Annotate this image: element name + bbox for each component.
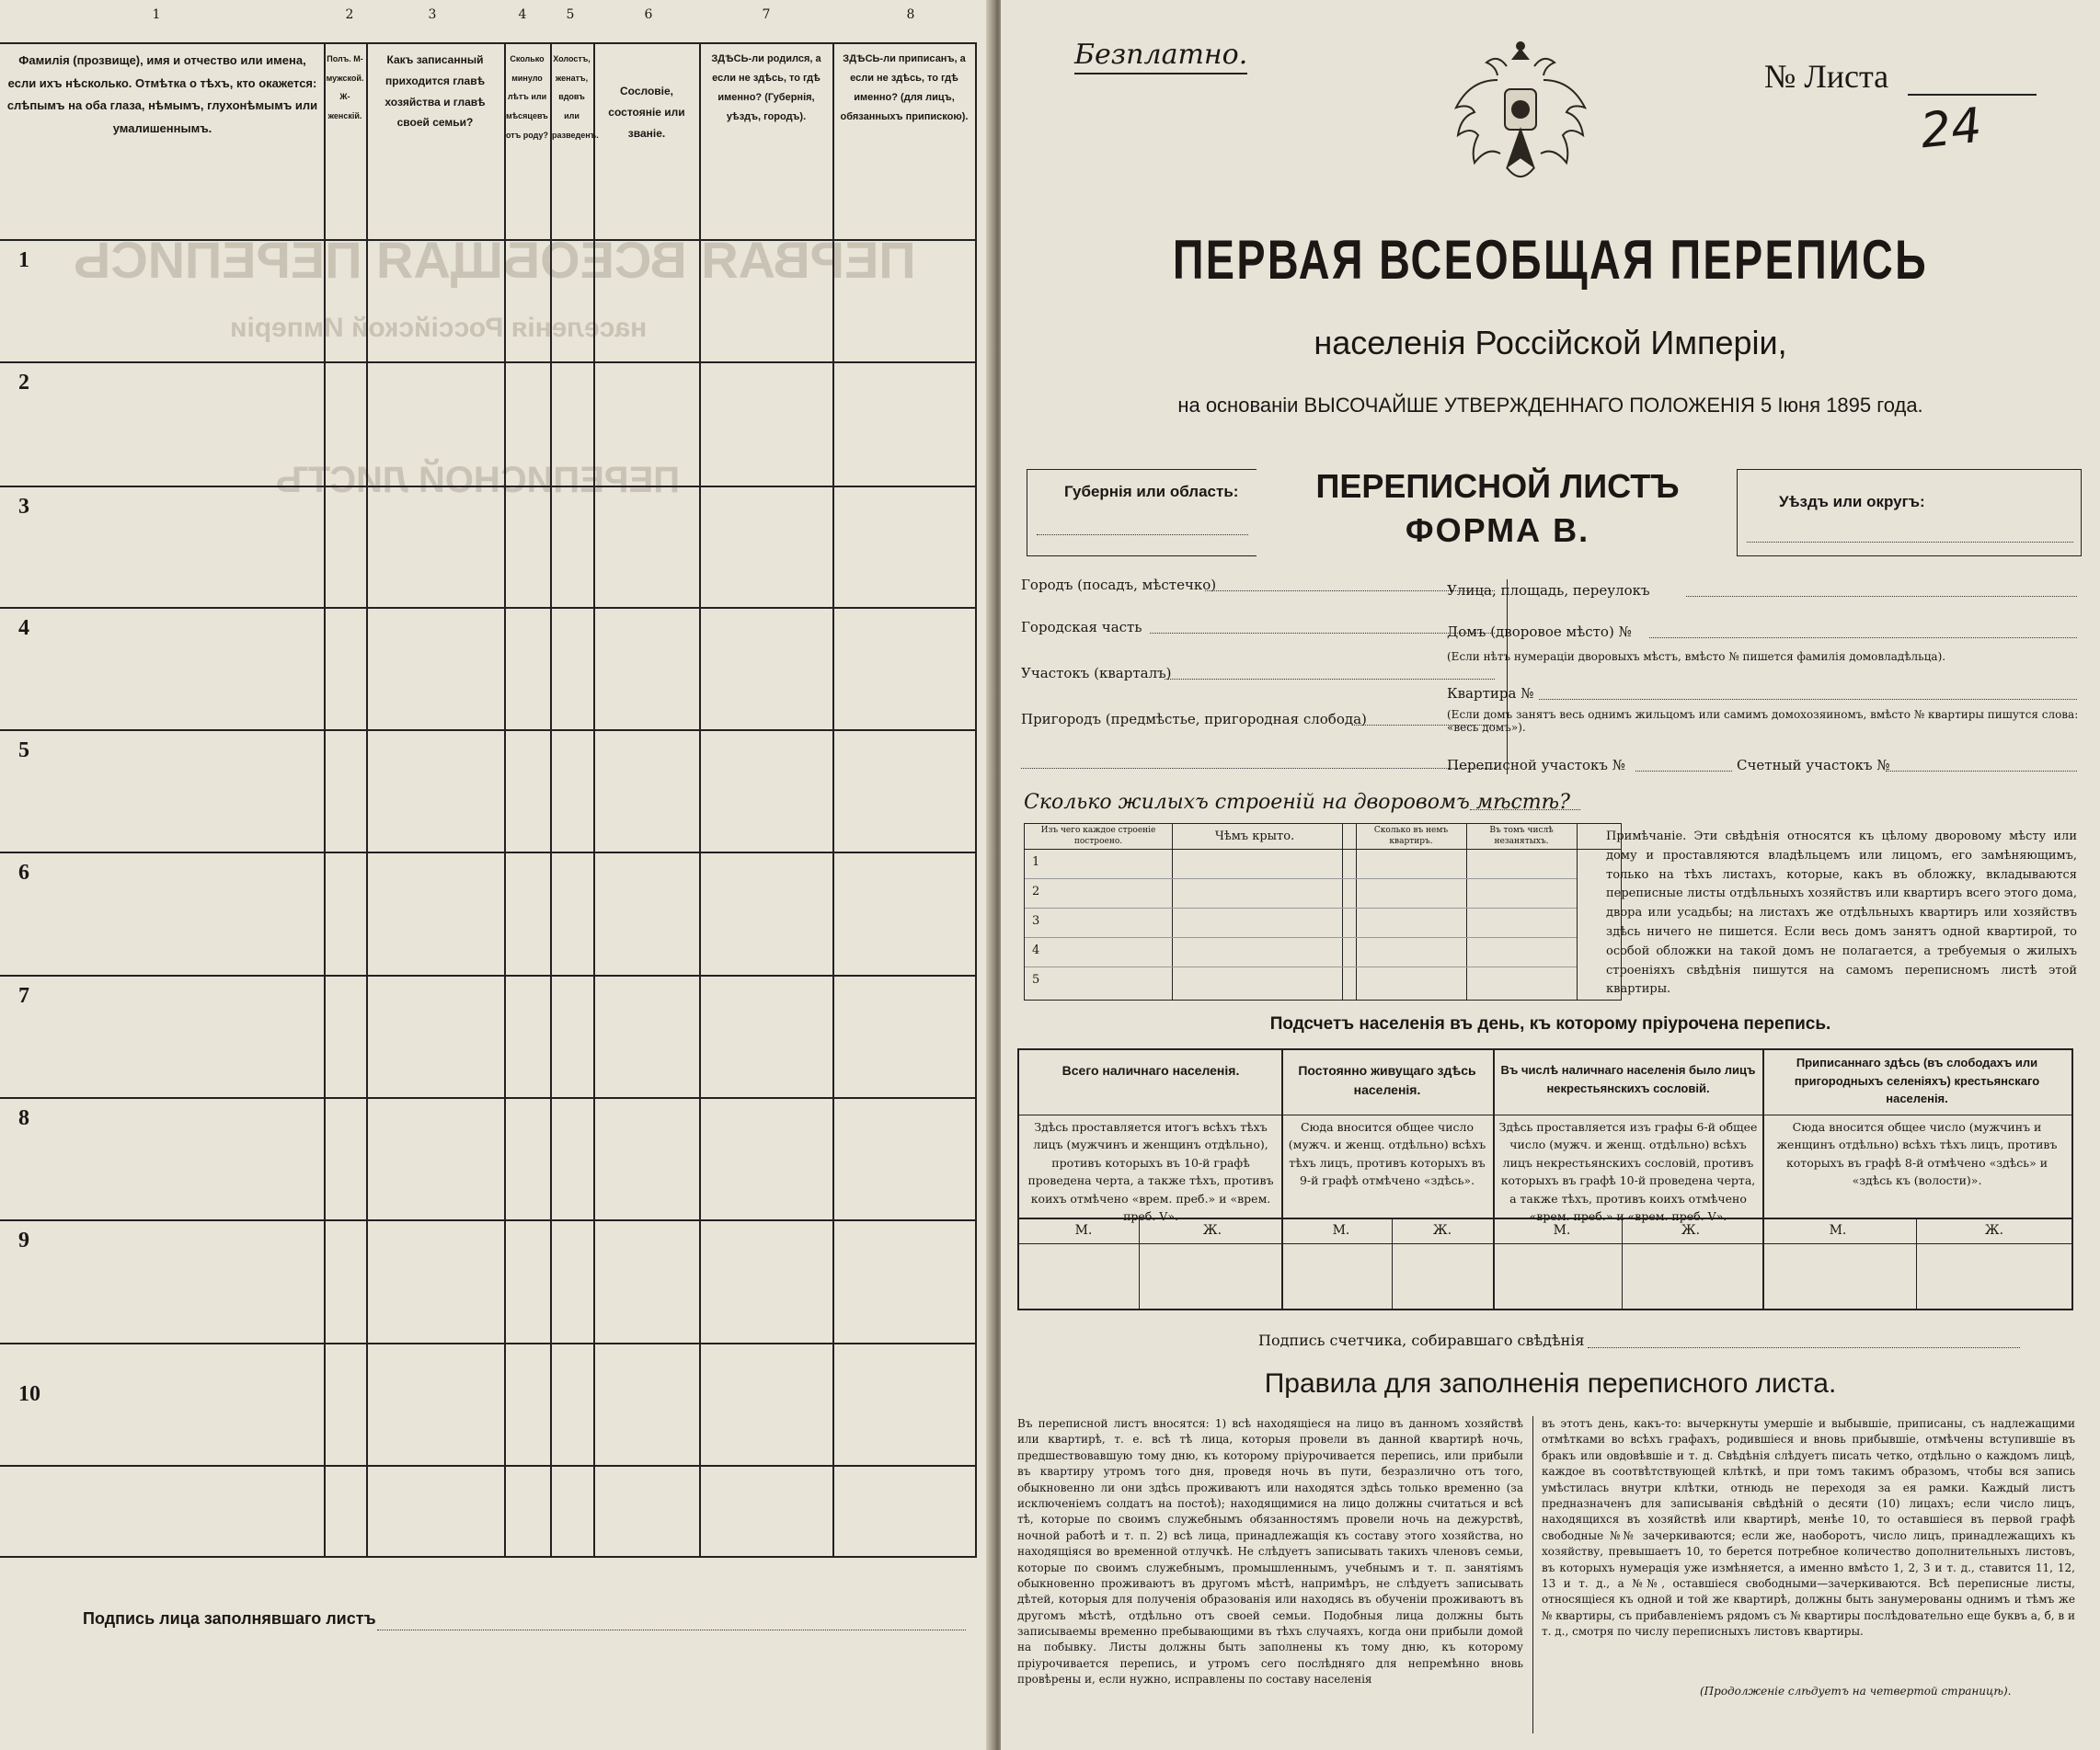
city-label: Городъ (посадъ, мѣстечко): [1021, 577, 1217, 593]
counter-signature-line[interactable]: [1588, 1347, 2020, 1348]
bleed-through-text: ПЕРВАЯ ВСЕОБЩАЯ ПЕРЕПИСЬ: [74, 231, 916, 289]
subtitle: населенія Россійской Имперіи,: [1314, 324, 1787, 361]
row-number: 6: [18, 861, 29, 885]
row-number: 9: [18, 1229, 29, 1252]
count-body-permanent: Сюда вносится общее число (мужч. и женщ. отдѣльно) всѣхъ тѣхъ лицъ, противъ которыхъ въ 9-й графѣ отмѣчено «здѣсь».: [1288, 1120, 1486, 1188]
col-number: 6: [644, 7, 653, 22]
row-number: 3: [18, 495, 29, 519]
col-number: 7: [762, 7, 771, 22]
male-label: М.: [1074, 1223, 1093, 1238]
apartment-label: Квартира №: [1447, 685, 1534, 702]
sheet-number-handwritten[interactable]: 24: [1918, 97, 1985, 160]
apartment-note: (Если домъ занятъ весь однимъ жильцомъ или самимъ домохозяиномъ, вмѣсто № квартиры пишутся слова: «весь домъ»).: [1447, 708, 2079, 734]
city-part-field[interactable]: [1150, 633, 1495, 634]
count-col-peasant: Приписаннаго здѣсь (въ слободахъ или пригородныхъ селеніяхъ) крестьянскаго населенія.: [1794, 1056, 2040, 1105]
bld-row-number: 3: [1032, 914, 1040, 928]
census-district-field[interactable]: [1635, 771, 1732, 772]
male-label: М.: [1829, 1223, 1847, 1238]
bld-col-material: Изъ чего каждое строеніе построено.: [1040, 826, 1156, 846]
row-number: 8: [18, 1106, 29, 1130]
female-label: Ж.: [1681, 1223, 1701, 1238]
count-body-peasant: Сюда вносится общее число (мужчинъ и женщинъ отдѣльно) всѣхъ тѣхъ лицъ, противъ которыхъ въ графѣ 8-й отмѣчено «здѣсь» и «здѣсь къ (волости)».: [1776, 1120, 2058, 1188]
row-number: 4: [18, 616, 29, 640]
header-marital: Холостъ, женатъ, вдовъ или разведенъ.: [552, 54, 599, 140]
bld-row-number: 4: [1032, 944, 1040, 957]
female-label: Ж.: [1202, 1223, 1222, 1238]
count-heading: Подсчетъ населенія въ день, къ которому пріурочена перепись.: [1269, 1014, 1831, 1034]
bld-col-vacant: Въ томъ числѣ незанятыхъ.: [1489, 826, 1554, 846]
count-col-nonpeasant: Въ числѣ наличнаго населенія было лицъ некрестьянскихъ сословій.: [1500, 1063, 1756, 1095]
bld-col-roof: Чѣмъ крыто.: [1214, 829, 1295, 843]
census-district-label: Переписной участокъ №: [1447, 757, 1625, 773]
female-label: Ж.: [1432, 1223, 1452, 1238]
header-birthplace: ЗДѢСЬ-ли родился, а если не здѣсь, то гдѣ именно? (Губернія, уѣздъ, городъ).: [711, 53, 821, 122]
bld-col-apartments: Сколько въ немъ квартиръ.: [1373, 826, 1449, 846]
col-number: 4: [518, 7, 527, 22]
uezd-box[interactable]: [1737, 469, 2082, 556]
header-estate: Сословіе, состояніе или званіе.: [608, 85, 685, 140]
count-district-label: Счетный участокъ №: [1737, 757, 1890, 773]
street-label: Улица, площадь, переулокъ: [1447, 582, 1650, 599]
counter-signature-label: Подпись счетчика, собиравшаго свѣдѣнія: [1258, 1332, 1585, 1349]
main-title: ПЕРВАЯ ВСЕОБЩАЯ ПЕРЕПИСЬ: [1172, 229, 1929, 291]
apartment-field[interactable]: [1539, 699, 2077, 700]
district-field[interactable]: [1165, 679, 1495, 680]
row-number: 10: [18, 1382, 40, 1406]
bld-row-number: 1: [1032, 855, 1040, 869]
buildings-count-field[interactable]: [1470, 809, 1580, 810]
sheet-number-label: № Листа: [1764, 58, 1889, 95]
header-name: Фамилія (прозвище), имя и отчество или имена, если ихъ нѣсколько. Отмѣтка о тѣхъ, кто окажется: слѣпымъ на оба глаза, нѣмымъ, глухонѣмымъ или умалишеннымъ.: [6, 53, 318, 136]
header-age: Сколько минуло лѣтъ или мѣсяцевъ отъ роду?: [506, 54, 548, 140]
signature-label: Подпись лица заполнявшаго листъ: [83, 1609, 376, 1628]
imperial-eagle-icon: [1452, 39, 1589, 204]
bld-row-number: 5: [1032, 973, 1040, 987]
header-registration: ЗДѢСЬ-ли приписанъ, а если не здѣсь, то гдѣ именно? (для лицъ, обязанныхъ припискою).: [840, 53, 969, 122]
house-field[interactable]: [1649, 637, 2077, 638]
free-label: Безплатно.: [1074, 39, 1247, 74]
gubernia-box[interactable]: [1027, 469, 1257, 556]
rules-right-column: въ этотъ день, какъ-то: вычеркнуты умершіе и выбывшіе, приписаны, съ надлежащими отмѣтками во всѣхъ графахъ, родившіеся и вновь прибывшіе, отмѣчены вступившіе въ бракъ или овдовѣвшіе и т. д. Свѣдѣнія слѣдуетъ писать четко, отдѣльно о каждомъ лицѣ, каждое въ соотвѣтствующей клѣткѣ, и при томъ такимъ образомъ, чтобы вся запись умѣстилась внутри клѣтки, отнюдь не переходя за ея рамки. Каждый листъ предназначенъ для записыванія свѣдѣній о десяти (10) лицахъ; если число лицъ, находящихся въ хозяйствѣ или квартирѣ, менѣе 10, то оставшіеся въ первой графѣ свободные №№ зачеркиваются; если же, наоборотъ, число лицъ, принадлежащихъ къ хозяйству, превышаетъ 10, то берется потребное количество дополнительныхъ листовъ, въ которыхъ нумерація уже измѣняется, а именно вмѣсто 1, 2, 3 и т. д., ставится 11, 12, 13 и т. д., а №№, оставшіеся свободными—зачеркиваются. Всѣ переписные листы, относящіеся къ одной и той же квартирѣ, должны быть занумерованы однимъ и тѣмъ же № квартиры, съ прибавленіемъ рядомъ съ № квартиры послѣдовательно еще буквъ а, б, в и т. д., смотря по числу переписныхъ листовъ квартиры.: [1542, 1417, 2075, 1639]
city-part-label: Городская часть: [1021, 619, 1142, 635]
row-number: 7: [18, 984, 29, 1008]
bleed-through-text: населенія Россійской Имперіи: [230, 313, 648, 343]
basis-line: на основаніи ВЫСОЧАЙШЕ УТВЕРЖДЕННАГО ПОЛОЖЕНІЯ 5 Іюня 1895 года.: [1177, 394, 1923, 417]
male-label: М.: [1332, 1223, 1350, 1238]
bleed-through-text: ПЕРЕПИСНОЙ ЛИСТЪ: [276, 460, 680, 500]
count-col-total: Всего наличнаго населенія.: [1061, 1063, 1240, 1078]
buildings-note: Примѣчаніе. Эти свѣдѣнія относятся къ цѣлому дворовому мѣсту или дому и проставляются владѣльцемъ или лицомъ, его замѣняющимъ, только на тѣхъ листахъ, которые, какъ въ обложку, вкладываются переписные листы отдѣльныхъ хозяйствъ или квартиръ всего этого дома, двора или усадьбы; на листахъ же отдѣльныхъ квартиръ или хозяйствъ здѣсь ничего не пишется. Если весь домъ занятъ одной квартирой, то особой обложки на такой домъ не полагается, а требуемыя о жилыхъ строеніяхъ свѣдѣнія пишутся на самомъ переписномъ листѣ этой квартиры.: [1606, 829, 2077, 997]
col-number: 2: [345, 7, 354, 22]
count-table: [1017, 1048, 2073, 1310]
buildings-question: Сколько жилыхъ строеній на дворовомъ мѣстѣ?: [1024, 791, 1570, 814]
uezd-label: Уѣздъ или округъ:: [1779, 493, 1925, 510]
female-label: Ж.: [1984, 1223, 2004, 1238]
rules-heading: Правила для заполненія переписного листа.: [1264, 1368, 1837, 1399]
header-sex: Полъ. М-мужской. Ж-женскій.: [326, 54, 364, 121]
row-number: 1: [18, 248, 29, 272]
right-page: [1001, 0, 2100, 1750]
row-number: 5: [18, 738, 29, 762]
street-field[interactable]: [1686, 596, 2077, 597]
row-number: 2: [18, 371, 29, 395]
gubernia-label: Губернія или область:: [1064, 483, 1239, 500]
count-col-permanent: Постоянно живущаго здѣсь населенія.: [1298, 1063, 1476, 1097]
col-number: 1: [152, 7, 161, 22]
house-label: Домъ (дворовое мѣсто) №: [1447, 623, 1632, 640]
left-page: [0, 0, 992, 1750]
form-title: ПЕРЕПИСНОЙ ЛИСТЪ: [1315, 467, 1680, 505]
bld-row-number: 2: [1032, 885, 1040, 898]
count-body-total: Здѣсь проставляется итогъ всѣхъ тѣхъ лицъ (мужчинъ и женщинъ отдѣльно), противъ которыхъ въ 10-й графѣ проведена черта, а также тѣхъ, противъ коихъ отмѣчено «врем. преб.» и «врем. преб. V».: [1027, 1120, 1274, 1223]
district-label: Участокъ (кварталъ): [1021, 665, 1172, 681]
col-number: 5: [566, 7, 575, 22]
continued-note: (Продолженіе слѣдуетъ на четвертой страницѣ).: [1700, 1685, 2012, 1698]
buildings-table: [1024, 823, 1622, 1001]
rules-left-column: Въ переписной листъ вносятся: 1) всѣ находящіеся на лицо въ данномъ хозяйствѣ или квартирѣ, т. е. всѣ тѣ лица, которыя провели въ данной квартирѣ ночь, предшествовавшую тому дню, къ которому пріурочивается перепись, или прибыли въ квартиру утромъ того дня, проведя ночь въ пути, безразлично отъ того, обыкновенно ли они здѣсь проживаютъ или находятся здѣсь только временно (за исключеніемъ солдатъ на постоѣ); находящимися на лицо должны считаться и всѣ тѣ, которые по своимъ служебнымъ обязанностямъ провели ночь на дежурствѣ, ночной работѣ и т. п. 2) всѣ лица, принадлежащія къ составу этого хозяйства, но находящіяся во временной отлучкѣ. Не слѣдуетъ записывать такихъ членовъ семьи, которые по своимъ служебнымъ, промышленнымъ, учебнымъ и т. п. занятіямъ обыкновенно проживаютъ въ другомъ мѣстѣ, напримѣръ, не слѣдуетъ записывать дѣтей, которыя для полученія образованія или находясь въ обученіи проживаютъ въ другомъ мѣстѣ, отдѣльно отъ своей семьи. Подобныя лица должны быть записываемы временно пребывающими въ тѣхъ случаяхъ, когда они прибыли домой на побывку. Листы должны быть заполнены къ тому дню, къ которому пріурочивается перепись, и утромъ сего послѣдняго для непремѣнно вновь провѣрены и, если нужно, исправлены по составу населенія: [1017, 1417, 1523, 1687]
form-name: ФОРМА В.: [1405, 511, 1590, 549]
col-number: 8: [906, 7, 915, 22]
sheet-number-underline: [1908, 94, 2037, 96]
count-body-nonpeasant: Здѣсь проставляется изъ графы 6-й общее число (мужч. и женщ. отдѣльно) всѣхъ лицъ некрестьянскихъ сословій, противъ которыхъ въ графѣ 10-й проведена черта, а также тѣхъ, противъ коихъ отмѣчено «врем. преб.» и «врем. преб. V».: [1498, 1120, 1758, 1223]
suburb-label: Пригородъ (предмѣстье, пригородная слобода): [1021, 711, 1367, 727]
male-label: М.: [1553, 1223, 1571, 1238]
count-district-field[interactable]: [1886, 771, 2077, 772]
house-note: (Если нѣтъ нумераціи дворовыхъ мѣстъ, вмѣсто № пишется фамилія домовладѣльца).: [1447, 650, 1946, 663]
header-relation: Какъ записанный приходится главѣ хозяйства и главѣ своей семьи?: [384, 53, 486, 130]
col-number: 3: [428, 7, 437, 22]
person-table: [0, 7, 977, 1558]
